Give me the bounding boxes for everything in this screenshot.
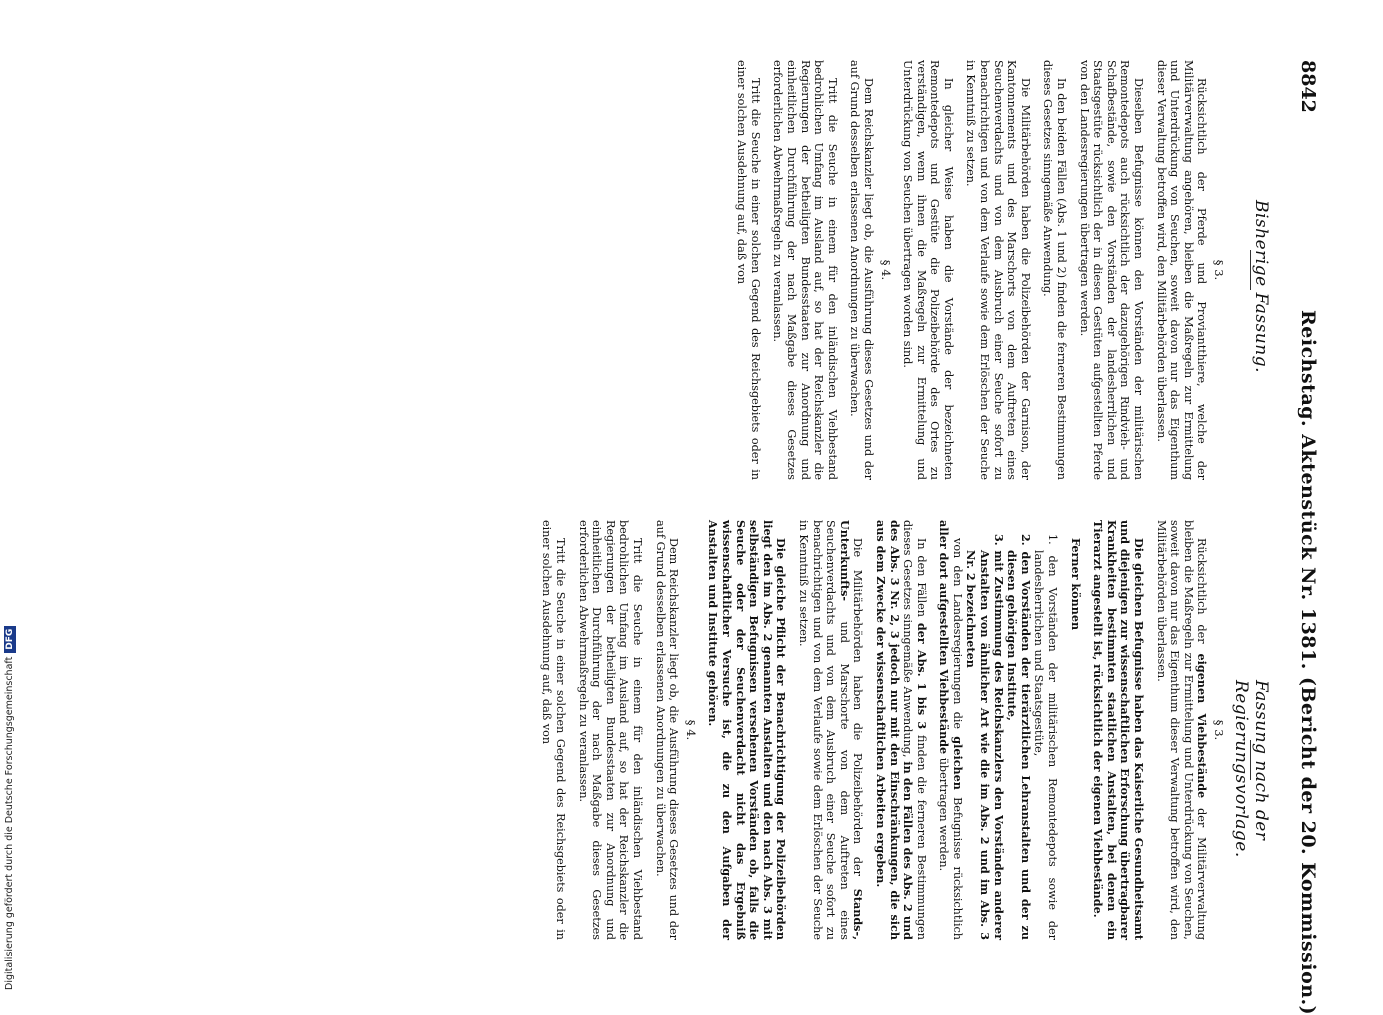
paragraph-bold: Die gleiche Pflicht der Benachrichtigung der Polizeibehörden liegt den im Abs. 2 genannten Anstalten und den nach Abs. 3 mit selbständigen Befugnissen versehenen Vorständen ob, falls die Seuche oder der Seuchenverdacht nicht das Ergebniß wissenschaftlicher Versuche ist, die zu den Aufgaben der Anstalten und Institute gehören.	[706, 520, 789, 940]
bold-text-run: Stands-, Unterkunfts-	[837, 520, 866, 940]
section-heading: § 4.	[878, 259, 893, 281]
paragraph: In den beiden Fällen (Abs. 1 und 2) finden die ferneren Bestimmungen dieses Gesetzes sinngemäße Anwendung.	[1041, 60, 1069, 480]
dfg-logo: DFG	[4, 626, 16, 653]
paragraph	[796, 520, 864, 940]
paragraph-bold: Ferner können	[1068, 538, 1083, 631]
paragraph: Dem Reichskanzler liegt ob, die Ausführung dieses Gesetzes und der auf Grund desselben erlassenen Anordnungen zu überwachen.	[653, 520, 681, 940]
text-run: Die Militärbehörden haben die Polizeibehörden der	[851, 538, 865, 889]
paragraph	[1154, 520, 1208, 940]
right-column-title: Fassung nach der Regierungsvorlage.	[1231, 680, 1271, 858]
section-heading: § 3.	[1212, 719, 1226, 741]
page-header-title: Reichstag. Aktenstück Nr. 1381. (Bericht der 20. Kommission.)	[1297, 310, 1319, 1015]
text-run: Befugnisse rücksichtlich	[950, 789, 964, 940]
section-heading: § 4.	[683, 719, 698, 741]
funding-text: Digitalisierung gefördert durch die Deutsche Forschungsgemeinschaft	[4, 656, 15, 990]
paragraph-bold: Die gleichen Befugnisse haben das Kaiserliche Gesundheitsamt und diejenigen zur wissenschaftlichen Erforschung übertragbarer Krankheiten bestimmten staatlichen Anstalten, bei denen ein Tierarzt angestellt ist, rücksichtlich der eigenen Viehbestände.	[1091, 520, 1147, 940]
paragraph: In gleicher Weise haben die Vorstände der bezeichneten Remontedepots und Gestüte die Polizeibehörde des Ortes zu verständigen, wenn ihnen die Maßregeln zur Ermittelung und Unterdrückung von Seuchen übertragen worden sind.	[901, 60, 955, 480]
bold-text-run: in den Fällen des Abs. 2 und des Abs. 3 Nr. 2, 3 jedoch nur mit den Einschränkungen, die sich aus dem Zwecke der wissenschaftlichen Arbeiten ergeben.	[873, 520, 916, 940]
text-run: und Marschorte von dem Auftreten eines Seuchenverdachts und von dem Ausbruch einer Seuche sofort zu benachrichtigen und von dem Verlaufe sowie dem Erlöschen der Seuche in Kenntniß zu setzen.	[796, 520, 851, 940]
paragraph: Tritt die Seuche in einem für den inländischen Viehbestand bedrohlichen Umfang im Ausland auf, so hat der Reichskanzler die Regierungen der betheiligten Bundesstaaten zur Anordnung und einheitlichen Durchführung der nach Maßgabe dieses Gesetzes erforderlichen Abwehrmaßregeln zu veranlassen.	[771, 60, 839, 480]
left-column-title: Bisherige Fassung.	[1251, 200, 1271, 373]
text-run: übertragen werden.	[937, 754, 951, 872]
page-header	[1289, 60, 1319, 1015]
left-title-rule	[1250, 250, 1251, 290]
text-run: von den Landesregierungen die	[950, 538, 964, 737]
paragraph	[937, 520, 964, 940]
paragraph: Tritt die Seuche in einer solchen Gegend des Reichsgebiets oder in einer solchen Ausdehnung auf, daß von	[540, 520, 568, 940]
document-body	[33, 0, 1343, 1015]
text-run: Rücksichtlich der	[1195, 538, 1209, 654]
paragraph: Tritt die Seuche in einer solchen Gegend des Reichsgebiets oder in einer solchen Ausdehnung auf, daß von	[735, 60, 762, 480]
page-number: 8842	[1297, 60, 1319, 113]
bold-text-run: aller dort aufgestellten Viehbestände	[937, 520, 952, 755]
funding-footer	[4, 570, 22, 990]
paragraph: Dieselben Befugnisse können den Vorständen der militärischen Remontedepots auch rücksichtlich der dazugehörigen Rindvieh- und Schafbestände, sowie den Vorständen der landesherrlichen und Staatsgestüte rücksichtlich der in diesen Gestüten aufgestellten Pferde von den Landesregierungen übertragen werden.	[1077, 60, 1146, 480]
section-heading: § 3.	[1212, 259, 1226, 281]
bold-text-run: eigenen Viehbestände	[1195, 653, 1210, 799]
paragraph	[873, 520, 927, 940]
paragraph: Die Militärbehörden haben die Polizeibehörden der Garnison, der Kantonnements und des Marschorts von dem Auftreten eines Seuchenverdachts und von dem Ausbruch einer Seuche sofort zu benachrichtigen und von dem Verlaufe sowie dem Erlöschen der Seuche in Kenntniß zu setzen.	[964, 60, 1032, 480]
right-title-rule	[1250, 740, 1251, 780]
paragraph: Tritt die Seuche in einem für den inländischen Viehbestand bedrohlichen Umfang im Ausland auf, so hat der Reichskanzler die Regierungen der betheiligten Bundesstaaten zur Anordnung und einheitlichen Durchführung der nach Maßgabe dieses Gesetzes erforderlichen Abwehrmaßregeln zu veranlassen.	[576, 520, 645, 940]
right-column	[531, 520, 1233, 940]
list-item: 2. den Vorständen der tierärztlichen Lehranstalten und der zu diesen gehörigen Institute,	[1005, 534, 1033, 940]
text-run: der Militärverwaltung bleiben die Maßregeln zur Ermittelung und Unterdrückung von Seuchen, soweit davon nur das Eigenthum dieser Verwaltung betroffen wird, den Militärbehörden überlassen.	[1154, 520, 1209, 940]
bold-text-run: gleichen	[950, 736, 965, 790]
left-column	[726, 60, 1233, 480]
text-run: finden die ferneren Bestimmungen dieses Gesetzes sinngemäße Anwendung,	[901, 520, 928, 940]
list-item: 1. den Vorständen der militärischen Remontedepots sowie der landesherrlichen und Staatsgestüte,	[1032, 534, 1060, 940]
paragraph: Rücksichtlich der Pferde und Proviantthiere, welche der Militärverwaltung angehören, bleiben die Maßregeln zur Ermittelung und Unterdrückung von Seuchen, soweit davon nur das Eigenthum dieser Verwaltung betroffen wird, den Militärbehörden überlassen.	[1154, 60, 1209, 480]
list-item: 3. mit Zustimmung des Reichskanzlers den Vorständen anderer Anstalten von ähnlicher Art wie die im Abs. 2 und im Abs. 3 Nr. 2 bezeichneten	[964, 534, 1006, 940]
bold-text-run: der Abs. 1 bis 3	[914, 622, 929, 730]
paragraph: Dem Reichskanzler liegt ob, die Ausführung dieses Gesetzes und der auf Grund desselben erlassenen Anordnungen zu überwachen.	[848, 60, 875, 480]
text-run: In den Fällen	[914, 538, 928, 623]
